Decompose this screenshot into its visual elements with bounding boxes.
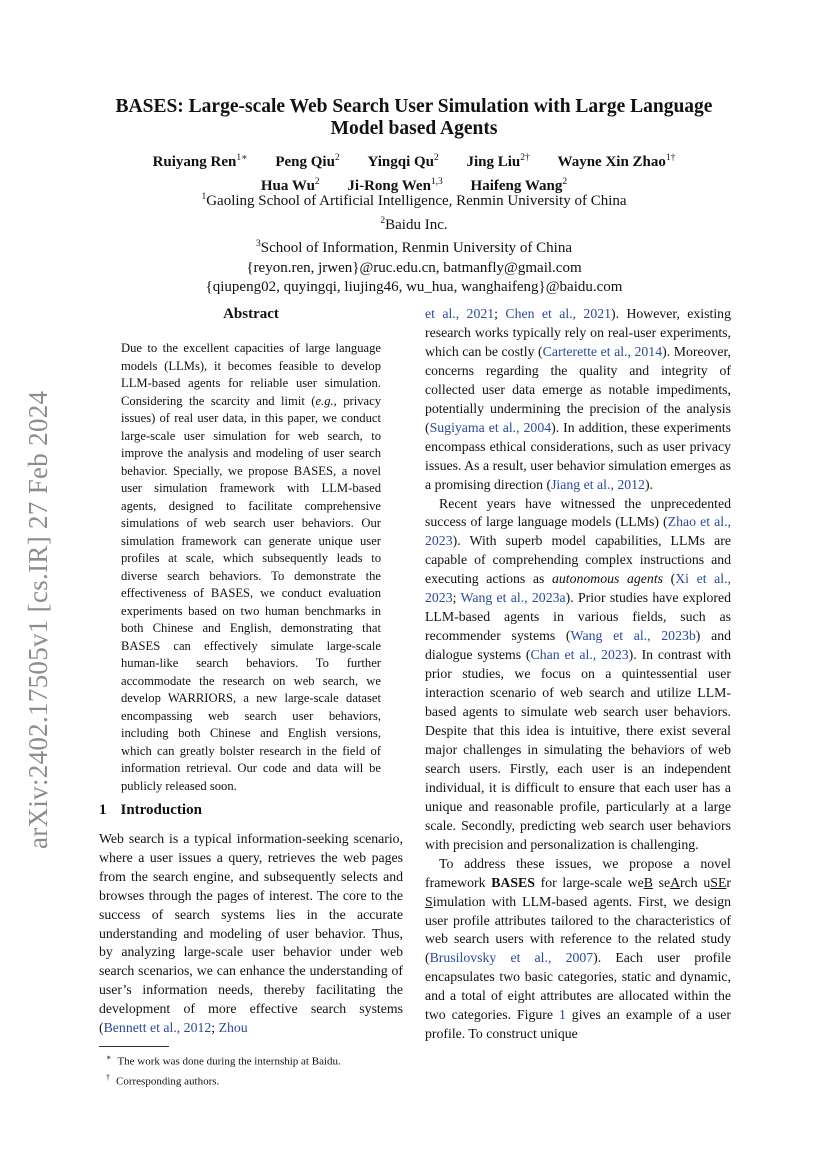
title-line-1: BASES: Large-scale Web Search User Simulation with Large Language — [115, 96, 713, 117]
author: Hua Wu$^2$ — [260, 177, 320, 194]
author: Ruiyang Ren$^{1∗}$ — [152, 153, 248, 170]
footnotes — [106, 1050, 406, 1090]
citation-link[interactable]: Chan et al., 2023 — [530, 647, 629, 663]
affiliations — [90, 188, 738, 298]
author: Ji-Rong Wen$^{1,3}$ — [347, 177, 443, 194]
affiliation-line: $^2$Baidu Inc. — [380, 215, 448, 233]
abstract-heading: Abstract — [223, 306, 279, 322]
citation-link[interactable]: Sugiyama et al., 2004 — [429, 419, 552, 435]
footnote-divider — [99, 1046, 169, 1047]
paragraph: Recent years have witnessed the unprecedented success of large language models (LLMs) (Zhao et al., 2023). With superb model capabilities, LLMs are capable of comprehending complex instructions and executing actions as autonomous agents (Xi et al., 2023; Wang et al., 2023a). Prior studies have explored LLM-based agents in various fields, such as recommender systems (Wang et al., 2023b) and dialogue systems (Chan et al., 2023). In contrast with prior studies, we focus on a quintessential user interaction scenario of web search and utilize LLM-based agents to simulate web search user behaviors. Despite that this idea is intuitive, there exist several major challenges in simulating the behaviors of web search users. Firstly, each user is an independent individual, it is difficult to ensure that each user has a unique and reasonable profile, particularly at a large scale. Secondly, predicting web search user behaviors with precision and personalization is challenging. — [425, 495, 731, 852]
citation-link[interactable]: Wang et al., 2023a — [460, 590, 566, 606]
citation-link[interactable]: Jiang et al., 2012 — [551, 476, 645, 492]
citation-link[interactable]: Carterette et al., 2014 — [542, 343, 663, 359]
citation-link[interactable]: et al., 2021 — [425, 306, 495, 321]
paragraph: To address these issues, we propose a novel framework BASES for large-scale weB seArch uSEr Simulation with LLM-based agents. First, we design user profile attributes tailored to the characteristics of web search users with reference to the related study (Brusilovsky et al., 2007). Each user profile encapsulates two basic categories, static and dynamic, and a total of eight attributes are allocated within the two categories. Figure 1 gives an example of a user profile. To construct unique — [425, 855, 732, 1042]
right-column — [425, 305, 731, 1044]
email-line: {reyon.ren, jrwen}@ruc.edu.cn, batmanfly@gmail.com — [246, 259, 582, 276]
citation-link[interactable]: Brusilovsky et al., 2007 — [429, 950, 594, 966]
section-heading-introduction: 1 Introduction — [99, 802, 202, 818]
affiliation-line: $^3$School of Information, Renmin University of China — [256, 239, 572, 256]
citation-link[interactable]: Xi et al., 2023 — [425, 571, 731, 606]
footnote: † Corresponding authors. — [106, 1073, 220, 1088]
author: Peng Qiu$^2$ — [275, 153, 340, 170]
citation-link[interactable]: Chen et al., 2021 — [505, 306, 612, 321]
introduction-paragraph: Web search is a typical information-seeking scenario, where a user issues a query, retrieves the web pages from the search engine, and subsequently selects and browses through the pages of interest. The core to the success of search systems lies in the accurate understanding and modeling of user behavior. Thus, by analyzing large-scale user behavior under web search scenarios, we can enhance the understanding of user’s information needs, thereby facilitating the development of more effective search systems (Bennett et al., 2012; Zhou — [99, 831, 403, 1036]
author-row-1 — [90, 148, 738, 172]
author: Wayne Xin Zhao$^{1\dagger}$ — [557, 153, 676, 170]
citation-link[interactable]: Zhou — [218, 1020, 248, 1036]
arxiv-identifier-stamp[interactable]: arXiv:2402.17505v1 [cs.IR] 27 Feb 2024 — [23, 390, 53, 850]
paragraph: et al., 2021; Chen et al., 2021). However, existing research works typically rely on real-user experiments, which can be costly (Carterette et al., 2014). Moreover, concerns regarding the quality and integrity of collected user data emerge as notable impediments, potentially undermining the precision of the analysis (Sugiyama et al., 2004). In addition, these experiments encompass ethical considerations, such as user privacy issues. As a result, user behavior simulation emerges as a promising direction (Jiang et al., 2012). — [425, 306, 732, 492]
title-line-2: Model based Agents — [330, 118, 498, 139]
abstract-body: Due to the excellent capacities of large language models (LLMs), it becomes feasible to develop LLM-based agents for reliable user simulation. Considering the scarcity and limit (e.g., privacy issues) of real user data, in this paper, we conduct large-scale user simulation for web search, to improve the analysis and modeling of user search behavior. Specially, we propose BASES, a novel user simulation framework with LLM-based agents, designed to facilitate comprehensive simulations of web search user behaviors. Our simulation framework can generate unique user profiles at scale, which subsequently leads to diverse search behaviors. To demonstrate the effectiveness of BASES, we conduct evaluation experiments based on two human benchmarks in both Chinese and English, demonstrating that BASES can effectively simulate large-scale human-like search behaviors. To further accommodate the research on web search, we develop WARRIORS, a new large-scale dataset encompassing web search user behaviors, including both Chinese and English versions, which can greatly bolster research in the field of information retrieval. Our code and data will be publicly released soon. — [121, 341, 382, 793]
citation-link[interactable]: Wang et al., 2023b — [570, 628, 696, 644]
affiliation-line: $^1$Gaoling School of Artificial Intelligence, Renmin University of China — [201, 192, 627, 209]
author: Jing Liu$^{2\dagger}$ — [466, 153, 530, 170]
figure-reference-link[interactable]: 1 — [558, 1007, 566, 1023]
author: Haifeng Wang$^2$ — [470, 177, 568, 194]
citation-link[interactable]: Zhao et al., 2023 — [425, 514, 731, 549]
paper-title — [90, 96, 738, 140]
author: Yingqi Qu$^2$ — [367, 153, 439, 170]
footnote: ∗ The work was done during the internship at Baidu. — [106, 1053, 341, 1068]
email-line: {qiupeng02, quyingqi, liujing46, wu_hua, wanghaifeng}@baidu.com — [205, 279, 623, 295]
citation-link[interactable]: Bennett et al., 2012 — [103, 1020, 212, 1036]
